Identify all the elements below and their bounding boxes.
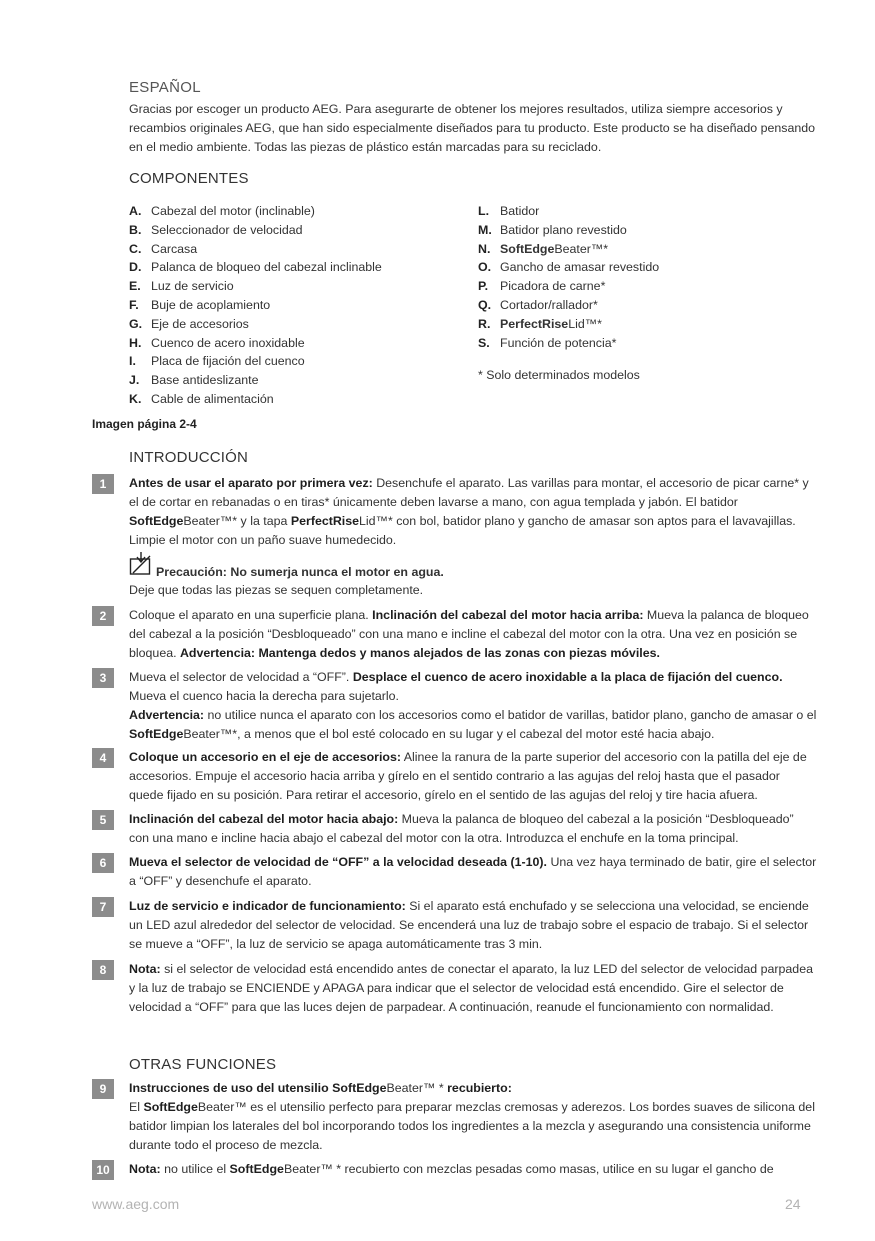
models-note: * Solo determinados modelos [478,368,640,382]
component-key: R. [478,316,491,331]
component-label: Base antideslizante [151,373,259,388]
component-item [129,315,382,334]
component-item [129,352,382,371]
component-item [129,390,382,409]
component-key: B. [129,222,142,237]
step-bold-run: SoftEdge [143,1100,198,1114]
step-bold-run: SoftEdge [129,727,184,741]
step-8-text [129,960,817,1017]
component-item [129,240,382,259]
component-item [129,202,382,221]
component-key: M. [478,222,492,237]
step-text-run: Desenchufe el aparato. Las varillas para montar, el accesorio de picar carne* y el de cortar en rebanadas o en tiras* únicamente deben lavarse a mano, con agua templada y jabón. El batidor [129,476,809,509]
component-key: O. [478,260,492,275]
component-label: Palanca de bloqueo del cabezal inclinable [151,260,382,275]
other-functions-heading: OTRAS FUNCIONES [129,1056,277,1073]
component-label: Cabezal del motor (inclinable) [151,204,315,218]
component-key: E. [129,279,141,294]
step-text-run: Alinee la ranura de la parte superior del accesorio con la patilla del eje de accesorios. Empuje el accesorio hacia arriba y gírelo en el sentido contrario a las agujas del reloj hasta que el pasador quede fijado en su posición. Para retirar el accesorio, gírelo en el sentido de las agujas del reloj y tire hacia afuera. [129,750,807,802]
component-key: J. [129,373,140,388]
step-bold-run: PerfectRise [290,514,360,528]
step-text-run: Mueva la palanca de bloqueo del cabezal a la posición “Desbloqueado” con una mano e incline hacia abajo el cabezal del motor con la otra. Introduzca el enchufe en la toma principal. [129,812,794,845]
step-number-3: 3 [92,668,114,688]
step-number-4: 4 [92,748,114,768]
step-9-text [129,1079,817,1155]
step-1-text [129,474,817,550]
step-bold-run: Inclinación del cabezal del motor hacia abajo: [129,812,399,826]
component-label: Buje de acoplamiento [151,297,271,312]
language-heading: ESPAÑOL [129,79,201,96]
introduction-heading: INTRODUCCIÓN [129,449,249,466]
component-item [478,258,659,277]
step-text-run: Beater™ * [386,1081,448,1095]
step-number-5: 5 [92,810,114,830]
step-bold-run: Mueva el selector de velocidad de “OFF” a la velocidad deseada (1-10). [129,855,547,869]
step-bold-run: recubierto: [447,1081,512,1095]
step-text-run: si el selector de velocidad está encendido antes de conectar el aparato, la luz LED del selector de velocidad parpadea y la luz de trabajo se ENCIENDE y APAGA para indicar que el selector de velocidad está encendido. Gire el selector de velocidad a “OFF” para que las luces dejen de parpadear. A continuación, reanude el funcionamiento con normalidad. [129,962,813,1014]
step-text-run: Una vez haya terminado de batir, gire el selector a “OFF” y desenchufe el aparato. [129,855,817,888]
component-label: Gancho de amasar revestido [500,260,660,275]
component-label: Picadora de carne* [500,279,606,294]
step-number-8: 8 [92,960,114,980]
step-text-run: Beater™ es el utensilio perfecto para preparar mezclas cremosas y aderezos. Los bordes suaves de silicona del batidor limpian los laterales del bol incorporando todos los ingredientes a la mezcla y asegurando una consistencia uniforme durante todo el proceso de mezcla. [129,1100,815,1152]
step-number-2: 2 [92,606,114,626]
components-right-list [478,202,659,352]
component-item [129,296,382,315]
components-heading: COMPONENTES [129,170,249,187]
step-bold-run: Coloque un accesorio en el eje de accesorios: [129,750,402,764]
step-text-run: Si el aparato está enchufado y se selecciona una velocidad, se enciende un LED azul alrededor del selector de velocidad. Se encenderá una luz de trabajo sobre el espacio de trabajo. Si el selector se mueve a “OFF”, la luz de servicio se apaga automáticamente tras 3 min. [129,899,809,951]
component-label: Cable de alimentación [151,391,274,406]
component-item [478,296,659,315]
component-key: Q. [478,297,492,312]
component-label: Luz de servicio [151,279,234,294]
component-label-bold: PerfectRise [500,316,569,331]
step-bold-run: Advertencia: Mantenga dedos y manos alejados de las zonas con piezas móviles. [179,646,660,660]
caution-block [129,552,444,579]
step-text-run: Beater™* y la tapa [183,514,291,528]
component-key: C. [129,241,142,256]
component-label: Batidor plano revestido [500,222,627,237]
component-key: F. [129,297,139,312]
step-3-text [129,668,817,744]
step-2-text [129,606,817,663]
component-item [129,371,382,390]
step-text-run: Mueva el cuenco hacia la derecha para sujetarlo. [129,689,400,703]
component-label: Función de potencia* [500,335,617,350]
component-label: Cortador/rallador* [500,297,598,312]
step-6-text [129,853,817,891]
component-key: A. [129,204,142,218]
component-item [129,277,382,296]
component-key: P. [478,279,489,294]
component-item [478,202,659,221]
component-label: Eje de accesorios [151,316,249,331]
component-label: Beater™* [554,241,609,256]
component-item [478,334,659,353]
component-item [478,315,659,334]
component-label: Placa de fijación del cuenco [151,354,305,369]
component-key: S. [478,335,490,350]
step-text-run: Beater™ * recubierto con mezclas pesadas como masas, utilice en su lugar el gancho de [283,1162,774,1176]
step-bold-run: SoftEdge [129,514,184,528]
step-text-run: no utilice el [160,1162,230,1176]
step-text-run: no utilice nunca el aparato con los accesorios como el batidor de varillas, batidor plano, gancho de amasar o el [204,708,817,722]
caution-text: Deje que todas las piezas se sequen completamente. [129,583,424,597]
page-number: 24 [785,1196,801,1212]
component-item [478,221,659,240]
component-key: N. [478,241,491,256]
component-label: Lid™* [568,316,602,331]
step-bold-run: Instrucciones de uso del utensilio SoftEdge [129,1081,387,1095]
step-bold-run: Nota: [129,1162,161,1176]
step-bold-run: Advertencia: [129,708,205,722]
step-number-9: 9 [92,1079,114,1099]
intro-paragraph: Gracias por escoger un producto AEG. Para asegurarte de obtener los mejores resultados, utiliza siempre accesorios y recambios originales AEG, que han sido especialmente diseñados para tu producto. Este producto se ha diseñado pensando en el medio ambiente. Todas las piezas de plástico están marcadas para su reciclado. [129,102,816,154]
no-immerse-icon [129,552,153,579]
component-label: Carcasa [151,241,198,256]
component-key: G. [129,316,143,331]
component-item [129,258,382,277]
component-label: Cuenco de acero inoxidable [151,335,305,350]
component-item [129,334,382,353]
component-item [478,240,659,259]
step-number-10: 10 [92,1160,114,1180]
component-label: Batidor [500,204,540,218]
footer-url: www.aeg.com [92,1196,180,1212]
step-number-7: 7 [92,897,114,917]
components-left-list [129,202,382,409]
step-10-text [129,1160,817,1179]
step-5-text [129,810,817,848]
image-pages-label: Imagen página 2-4 [92,417,197,431]
step-number-1: 1 [92,474,114,494]
component-label: Seleccionador de velocidad [151,222,303,237]
component-key: K. [129,391,142,406]
step-bold-run: SoftEdge [229,1162,284,1176]
component-key: D. [129,260,142,275]
step-bold-run: Desplace el cuenco de acero inoxidable a la placa de fijación del cuenco. [352,670,783,684]
step-bold-run: Nota: [129,962,161,976]
step-bold-run: Luz de servicio e indicador de funcionamiento: [129,899,406,913]
step-bold-run: Inclinación del cabezal del motor hacia arriba: [372,608,644,622]
component-key: I. [129,354,136,369]
step-4-text [129,748,817,805]
component-key: H. [129,335,142,350]
component-label-bold: SoftEdge [500,241,555,256]
step-text-run: Lid™* con bol, batidor plano y gancho de amasar son aptos para el lavavajillas. Limpie el motor con un paño suave humedecido. [129,514,796,547]
step-bold-run: Antes de usar el aparato por primera vez: [129,476,373,490]
caution-title: Precaución: No sumerja nunca el motor en agua. [156,565,444,579]
step-text-run: El [129,1100,144,1114]
component-key: L. [478,204,490,218]
step-text-run: Mueva la palanca de bloqueo del cabezal a la posición “Desbloqueado” con una mano e incline el cabezal del motor con la otra. Una vez en posición se bloquea. [129,608,809,660]
component-item [129,221,382,240]
step-7-text [129,897,817,954]
step-text-run: Beater™*, a menos que el bol esté colocado en su lugar y el cabezal del motor esté hacia abajo. [183,727,715,741]
component-item [478,277,659,296]
step-text-run: Mueva el selector de velocidad a “OFF”. [129,670,353,684]
step-number-6: 6 [92,853,114,873]
step-text-run: Coloque el aparato en una superficie plana. [129,608,373,622]
